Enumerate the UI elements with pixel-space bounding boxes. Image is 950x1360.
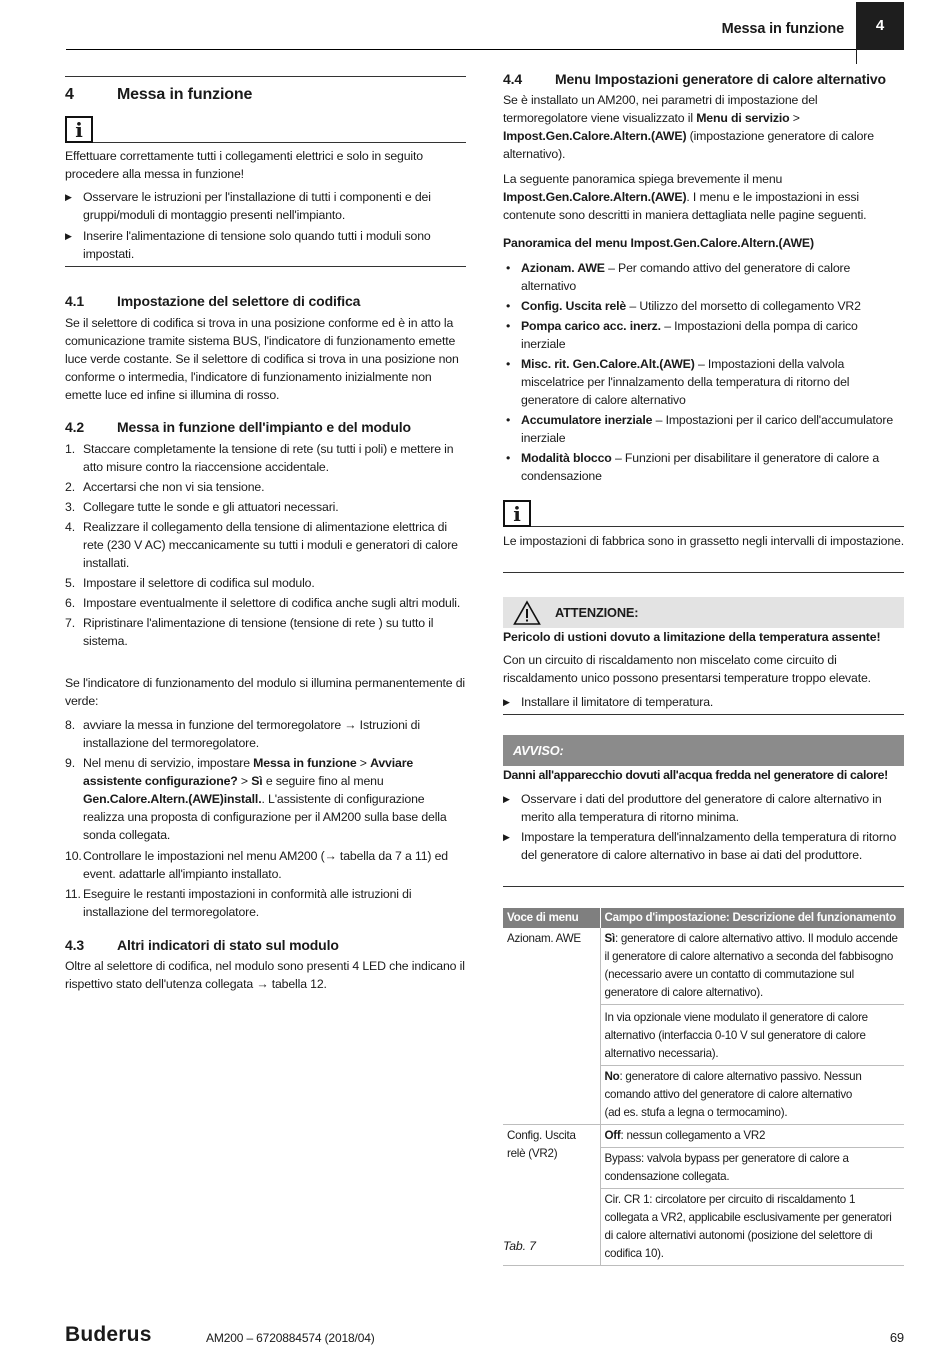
step-number: 8.	[65, 718, 75, 732]
overview-title: Panoramica del menu Impost.Gen.Calore.Altern.(AWE)	[503, 236, 814, 250]
info-text: Le impostazioni di fabbrica sono in grassetto negli intervalli di impostazione.	[503, 534, 905, 548]
step-text: Impostare eventualmente il selettore di codifica anche sugli altri moduli.	[83, 596, 461, 610]
list-item	[65, 594, 466, 612]
table-cell: Bypass: valvola bypass per generatore di calore a condensazione collegata.	[600, 1148, 904, 1189]
step-text: Accertarsi che non vi sia tensione.	[83, 480, 265, 494]
list-item: • Misc. rit. Gen.Calore.Alt.(AWE) – Impostazioni della valvola miscelatrice per l'innalzamento della temperatura di ritorno del generatore di calore alternativo	[506, 357, 850, 407]
chapter-tab: 4	[856, 2, 904, 50]
buderus-logo: Buderus	[65, 1323, 152, 1346]
list-item	[503, 790, 904, 826]
section-4-1-heading	[65, 292, 466, 310]
list-item: • Modalità blocco – Funzioni per disabilitare il generatore di calore a condensazione	[506, 451, 880, 483]
list-item	[503, 828, 904, 864]
step-list	[65, 440, 466, 650]
section-4-heading	[65, 86, 466, 104]
warning-bar	[503, 597, 904, 628]
step-number: 6.	[65, 596, 75, 610]
section-title: Messa in funzione dell'impianto e del modulo	[117, 419, 411, 435]
notice-bar: AVVISO:	[503, 735, 904, 766]
section-title: Altri indicatori di stato sul modulo	[117, 937, 339, 953]
list-item	[65, 227, 466, 263]
warning-text: Con un circuito di riscaldamento non miscelato come circuito di riscaldamento unico possono presentarsi temperature troppo elevate.	[503, 653, 871, 685]
info-bottom-rule	[65, 266, 466, 267]
info-icon: i	[503, 500, 531, 527]
triangle-bullet-icon: ▶	[503, 832, 510, 842]
footer-document-id: AM200 – 6720884574 (2018/04)	[206, 1331, 375, 1345]
step-number: 1.	[65, 442, 75, 456]
table-cell: No: generatore di calore alternativo passivo. Nessun comando attivo del generatore di calore alternativo (ad es. stufa a legna o termocamino).	[600, 1066, 904, 1125]
list-item	[65, 440, 466, 476]
step-text: Realizzare il collegamento della tensione di alimentazione elettrica di rete (230 V AC) meccanicamente su tutti i moduli e generatori di calore installati.	[83, 520, 458, 570]
notice-title: Danni all'apparecchio dovuti all'acqua fredda nel generatore di calore!	[503, 768, 888, 782]
section-4-3-heading	[65, 936, 466, 954]
bullet-text: Osservare le istruzioni per l'installazione di tutti i componenti e dei gruppi/moduli di montaggio presenti nell'impianto.	[83, 190, 431, 222]
step-text: Ripristinare l'alimentazione di tensione (tensione di rete ) su tutto il sistema.	[83, 616, 434, 648]
section-4-2-heading	[65, 418, 466, 436]
table-header-row	[503, 908, 904, 928]
warning-triangle-icon	[513, 600, 541, 626]
paragraph: Se il selettore di codifica si trova in una posizione conforme ed è in atto la comunicazione tramite sistema BUS, l'indicatore di funzionamento emette luce verde costante. Se il selettore di codifica si trova in una posizione non conforme o intermedia, l'indicatore di funzionamento inizialmente non emette luce ed infine si illumina di rosso.	[65, 316, 459, 402]
step-text: Collegare tutte le sonde e gli attuatori necessari.	[83, 500, 339, 514]
list-item: • Azionam. AWE – Per comando attivo del generatore di calore alternativo	[506, 261, 851, 293]
paragraph: Oltre al selettore di codifica, nel modulo sono presenti 4 LED che indicano il rispettivo stato dell'utenza collegata → tabella 12.	[65, 959, 465, 991]
bullet-text: Impostare la temperatura dell'innalzamento della temperatura di ritorno del generatore di calore alternativo in base ai dati del produttore.	[521, 830, 897, 862]
info-bottom-rule	[503, 572, 904, 573]
list-item	[65, 498, 466, 516]
bullet-text: Inserire l'alimentazione di tensione solo quando tutti i moduli sono impostati.	[83, 229, 431, 261]
header-rule	[66, 49, 856, 50]
list-item	[65, 518, 466, 572]
section-4-4-heading	[503, 70, 904, 88]
overview-list	[503, 259, 904, 485]
step-text: Impostare il selettore di codifica sul modulo.	[83, 576, 315, 590]
table-cell: Off: nessun collegamento a VR2	[600, 1125, 904, 1148]
table-cell: Sì: generatore di calore alternativo attivo. Il modulo accende il generatore di calore alternativo a seconda del fabbisogno (necessario avere un contatto di commutazione sul generatore di calore alternativo).	[600, 928, 904, 1005]
notice-bottom-rule	[503, 886, 904, 887]
table-cell: Config. Uscita relè (VR2)	[503, 1125, 600, 1266]
triangle-bullet-icon: ▶	[503, 794, 510, 804]
list-item	[65, 847, 466, 883]
paragraph: Se l'indicatore di funzionamento del modulo si illumina permanentemente di verde:	[65, 676, 466, 708]
info-text: Effettuare correttamente tutti i collegamenti elettrici e solo in seguito procedere alla messa in funzione!	[65, 149, 423, 181]
triangle-bullet-icon: ▶	[65, 231, 72, 241]
list-item	[65, 614, 466, 650]
warning-label: ATTENZIONE:	[555, 604, 639, 620]
bullet-text: Osservare i dati del produttore del generatore di calore alternativo in merito alla temperatura di ritorno minima.	[521, 792, 882, 824]
list-item	[65, 478, 466, 496]
section-number: 4.2	[65, 419, 85, 435]
table-cell: Cir. CR 1: circolatore per circuito di riscaldamento 1 collegata a VR2, applicabile esclusivamente per generatori di calore alternativi autonomi (posizione del selettore di codifica 10).	[600, 1189, 904, 1266]
info-box	[65, 116, 466, 143]
list-item: • Accumulatore inerziale – Impostazioni per il carico dell'accumulatore inerziale	[506, 413, 894, 445]
table-cell: Azionam. AWE	[503, 928, 600, 1125]
info-icon: i	[65, 116, 93, 143]
bullet-text: Installare il limitatore di temperatura.	[521, 695, 714, 709]
step-number: 9.	[65, 756, 75, 770]
paragraph: Se è installato un AM200, nei parametri di impostazione del termoregolatore viene visualizzato il Menu di servizio > Impost.Gen.Calore.Altern.(AWE) (impostazione generatore di calore alternativo).	[503, 93, 874, 161]
list-item: • Pompa carico acc. inerz. – Impostazioni della pompa di carico inerziale	[506, 319, 858, 351]
step-text: Controllare le impostazioni nel menu AM200 (→ tabella da 7 a 11) ed event. adattarle all'impianto installato.	[83, 849, 448, 881]
step-number: 10.	[65, 849, 82, 863]
section-number: 4	[65, 86, 74, 103]
triangle-bullet-icon: ▶	[503, 697, 510, 707]
warning-bottom-rule	[503, 714, 904, 715]
paragraph: La seguente panoramica spiega brevemente il menu Impost.Gen.Calore.Altern.(AWE). I menu e le impostazioni in essi contenute sono descritti in maniera dettagliata nelle pagine seguenti.	[503, 172, 867, 222]
triangle-bullet-icon: ▶	[65, 192, 72, 202]
section-title: Menu Impostazioni generatore di calore alternativo	[555, 71, 886, 87]
step-number: 7.	[65, 616, 75, 630]
step-number: 5.	[65, 576, 75, 590]
table-row	[503, 1125, 904, 1148]
step-text: avviare la messa in funzione del termoregolatore → Istruzioni di installazione del termoregolatore.	[83, 718, 420, 750]
info-rule	[531, 526, 904, 527]
table-cell: In via opzionale viene modulato il generatore di calore alternativo (interfaccia 0-10 V sul generatore di calore alternativo necessaria).	[600, 1005, 904, 1066]
section-number: 4.1	[65, 293, 85, 309]
list-item	[65, 574, 466, 592]
section-title: Messa in funzione	[117, 86, 253, 103]
table-header-cell: Voce di menu	[503, 908, 600, 928]
list-item	[65, 754, 466, 844]
table-caption: Tab. 7	[503, 1239, 536, 1253]
step-number: 3.	[65, 500, 75, 514]
table-header-cell: Campo d'impostazione: Descrizione del funzionamento	[600, 908, 904, 928]
step-text: Nel menu di servizio, impostare Messa in funzione > Avviare assistente configurazione? > Sì e seguire fino al menu Gen.Calore.Altern.(AWE)install.. L'assistente di configurazione realizza una proposta di configurazione per il AM200 sulla base della sonda collegata.	[83, 756, 447, 842]
section-top-rule	[65, 76, 466, 77]
warning-title: Pericolo di ustioni dovuto a limitazione della temperatura assente!	[503, 630, 881, 644]
step-number: 4.	[65, 520, 75, 534]
settings-table	[503, 908, 904, 1266]
list-item	[65, 716, 466, 752]
step-number: 11.	[65, 887, 81, 901]
chapter-tab-tick	[856, 50, 857, 64]
list-item	[503, 693, 904, 711]
step-text: Staccare completamente la tensione di rete (su tutti i poli) e mettere in atto misure contro la riaccensione accidentale.	[83, 442, 454, 474]
step-number: 2.	[65, 480, 75, 494]
running-header-title: Messa in funzione	[721, 21, 844, 37]
list-item: • Config. Uscita relè – Utilizzo del morsetto di collegamento VR2	[506, 299, 861, 313]
page-number: 69	[889, 1330, 904, 1345]
section-number: 4.4	[503, 71, 523, 87]
list-item	[65, 188, 466, 224]
info-box	[503, 500, 904, 527]
list-item	[65, 885, 466, 921]
section-title: Impostazione del selettore di codifica	[117, 293, 361, 309]
info-rule	[93, 142, 466, 143]
section-number: 4.3	[65, 937, 85, 953]
step-text: Eseguire le restanti impostazioni in conformità alle istruzioni di installazione del termoregolatore.	[83, 887, 412, 919]
table-row	[503, 928, 904, 1005]
